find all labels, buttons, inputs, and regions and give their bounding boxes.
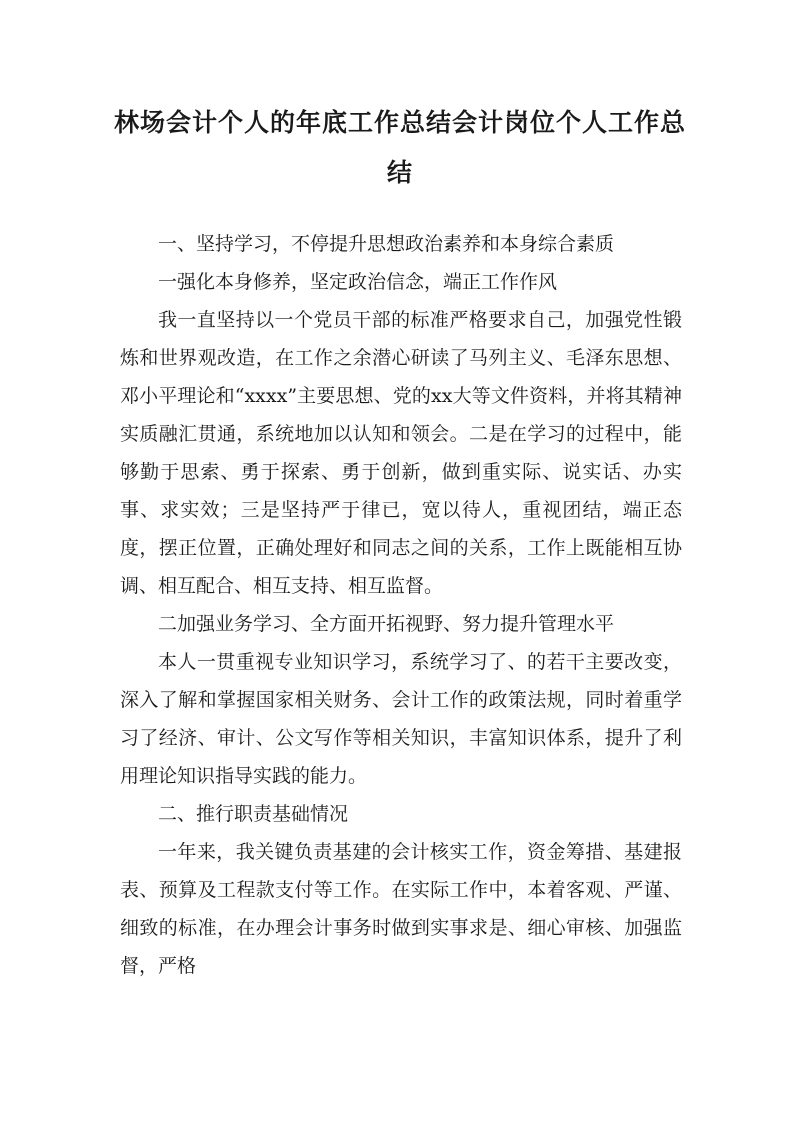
body-paragraph-1: 我一直坚持以一个党员干部的标准严格要求自己，加强党性锻炼和世界观改造，在工作之余潜心研读了马列主义、毛泽东思想、邓小平理论和“xxxx”主要思想、党的xx大等文件资料，并将其精神实质融汇贯通，系统地加以认知和领会。二是在学习的过程中，能够勤于思索、勇于探索、勇于创新，做到重实际、说实话、办实事、求实效；三是坚持严于律已，宽以待人，重视团结，端正态度，摆正位置，正确处理好和同志之间的关系，工作上既能相互协调、相互配合、相互支持、相互监督。 bbox=[120, 309, 682, 597]
title-line-1: 林场会计个人的年底工作总结会计岗位个人工作总 bbox=[113, 108, 686, 137]
subsection-heading-1: 一强化本身修养，坚定政治信念，端正工作作风 bbox=[158, 271, 558, 293]
section-heading-1: 一、坚持学习，不停提升思想政治素养和本身综合素质 bbox=[158, 233, 615, 255]
body-paragraph-3: 一年来，我关键负责基建的会计核实工作，资金筹措、基建报表、预算及工程款支付等工作。在实际工作中，本着客观、严谨、细致的标准，在办理会计事务时做到实事求是、细心审核、加强监督，严格 bbox=[120, 841, 682, 977]
document-title bbox=[100, 98, 700, 198]
subsection-heading-2: 二加强业务学习、全方面开拓视野、努力提升管理水平 bbox=[158, 613, 615, 635]
section-heading-2: 二、推行职责基础情况 bbox=[158, 803, 349, 825]
title-line-2: 结 bbox=[386, 158, 413, 187]
body-paragraph-2: 本人一贯重视专业知识学习，系统学习了、的若干主要改变，深入了解和掌握国家相关财务、会计工作的政策法规，同时着重学习了经济、审计、公文写作等相关知识，丰富知识体系，提升了利用理论知识指导实践的能力。 bbox=[120, 651, 682, 787]
document-body bbox=[120, 225, 682, 985]
